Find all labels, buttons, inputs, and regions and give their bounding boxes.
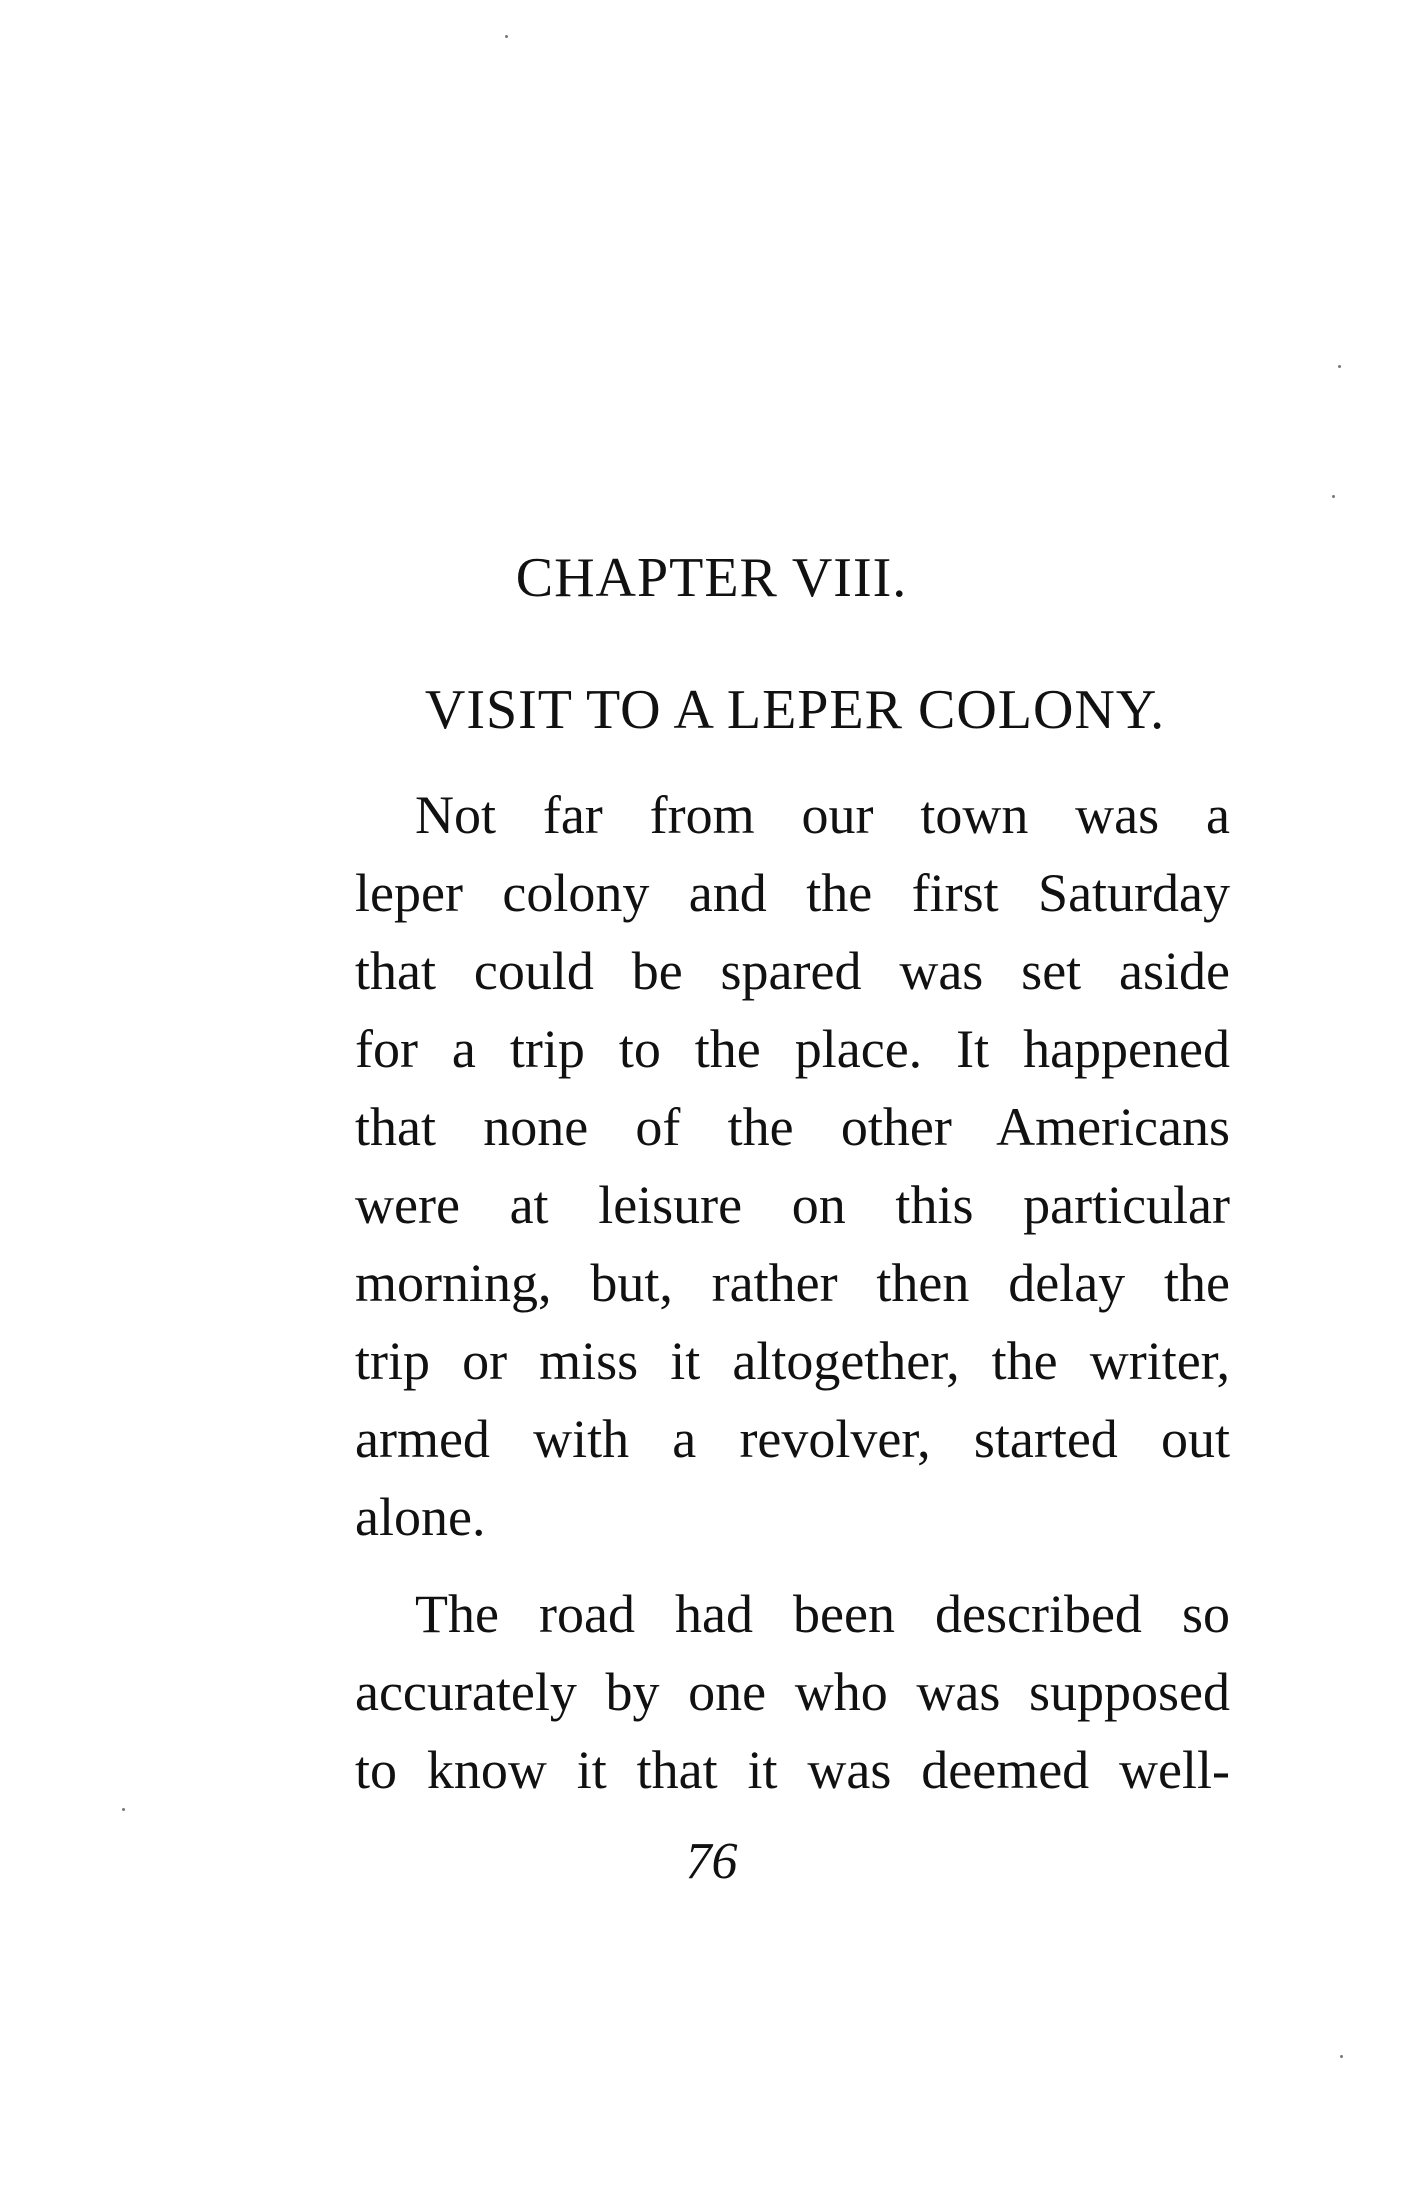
text-line: accurately by one who was supposed bbox=[355, 1662, 1230, 1722]
text-line: leper colony and the first Saturday bbox=[355, 863, 1230, 923]
text-line: Not far from our town was a bbox=[415, 785, 1230, 845]
paragraph bbox=[355, 776, 1230, 1556]
text-line: that none of the other Americans bbox=[355, 1097, 1230, 1157]
page-number: 76 bbox=[685, 1833, 738, 1890]
text-line: alone. bbox=[355, 1487, 486, 1547]
text-line: that could be spared was set aside bbox=[355, 941, 1230, 1001]
text-line: trip or miss it altogether, the writer, bbox=[355, 1331, 1230, 1391]
paper-speck bbox=[1340, 2055, 1343, 2058]
text-line: armed with a revolver, started out bbox=[355, 1409, 1230, 1469]
chapter-number: CHAPTER VIII. bbox=[515, 547, 908, 609]
text-line: for a trip to the place. It happened bbox=[355, 1019, 1230, 1079]
text-line: The road had been described so bbox=[415, 1584, 1230, 1644]
paper-speck bbox=[1338, 365, 1341, 368]
text-line: were at leisure on this particular bbox=[355, 1175, 1230, 1235]
text-line: morning, but, rather then delay the bbox=[355, 1253, 1230, 1313]
paper-speck bbox=[122, 1808, 125, 1811]
paragraph bbox=[355, 1575, 1230, 1809]
chapter-title: VISIT TO A LEPER COLONY. bbox=[424, 679, 1166, 741]
paper-speck bbox=[1332, 495, 1335, 498]
text-line: to know it that it was deemed well- bbox=[355, 1740, 1230, 1800]
paper-speck bbox=[505, 35, 508, 38]
